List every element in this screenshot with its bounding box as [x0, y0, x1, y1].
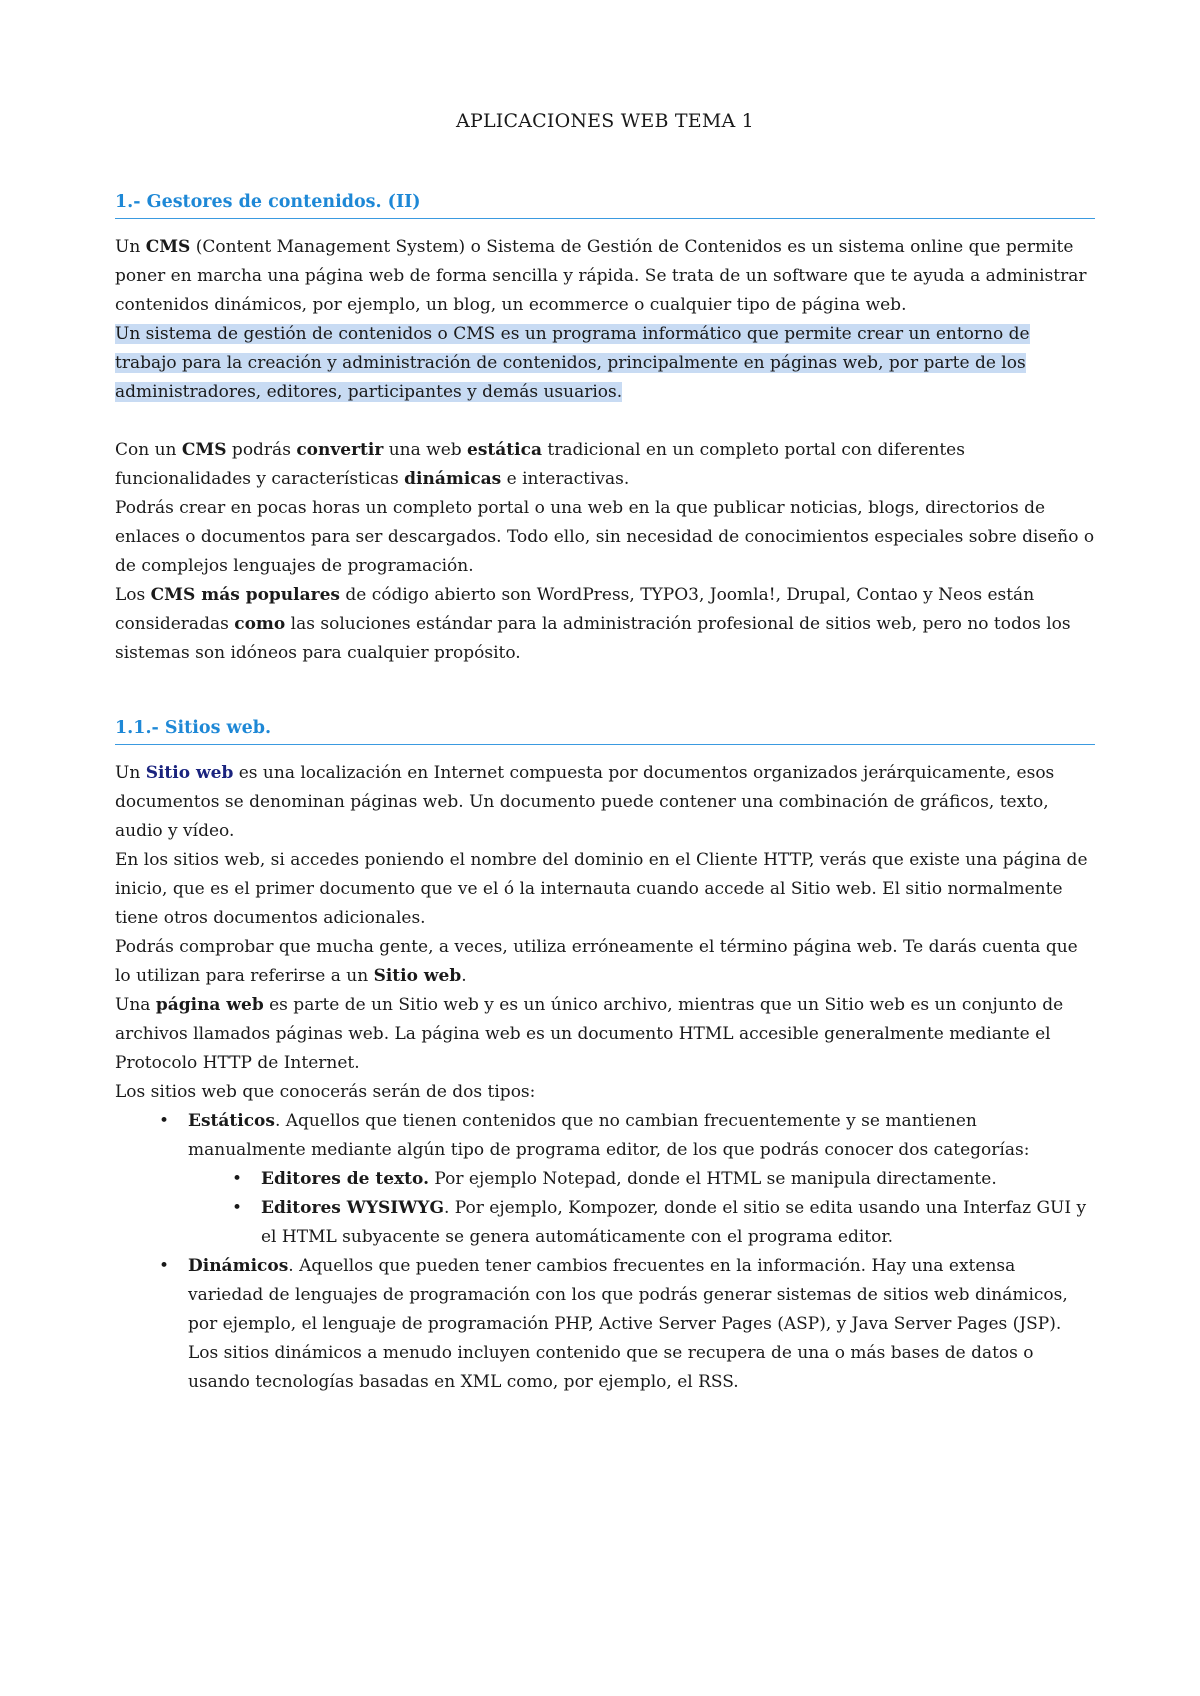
paragraph-cms-intro: Un CMS (Content Management System) o Sistema de Gestión de Contenidos es un sistema online que permite poner en marcha una página web de forma sencilla y rápida. Se trata de un software que te ayuda a administrar contenidos dinámicos, por ejemplo, un blog, un ecommerce o cualquier tipo de página web. Un sistema de gestión de contenidos o CMS es un programa informático que permite crear un entorno de trabajo para la creación y administración de contenidos, principalmente en páginas web, por parte de los administradores, editores, participantes y demás usuarios.	[115, 237, 1087, 402]
editor-categories-list	[115, 1165, 1095, 1252]
list-item-editores-wysiwyg: • Editores WYSIWYG. Por ejemplo, Kompozer, donde el sitio se edita usando una Interfaz GUI y el HTML subyacente se genera automáticamente con el programa editor.	[188, 1194, 1095, 1252]
paragraph-dominio: En los sitios web, si accedes poniendo el nombre del dominio en el Cliente HTTP, verás que existe una página de inicio, que es el primer documento que ve el ó la internauta cuando accede al Sitio web. El sitio normalmente tiene otros documentos adicionales.	[115, 850, 1088, 928]
list-item-dinamicos: • Dinámicos. Aquellos que pueden tener cambios frecuentes en la información. Hay una extensa variedad de lenguajes de programación con los que podrás generar sistemas de sitios web dinámicos, por ejemplo, el lenguaje de programación PHP, Active Server Pages (ASP), y Java Server Pages (JSP). Los sitios dinámicos a menudo incluyen contenido que se recupera de una o más bases de datos o usando tecnologías basadas en XML como, por ejemplo, el RSS.	[115, 1252, 1095, 1397]
list-item-editores-texto: • Editores de texto. Por ejemplo Notepad, donde el HTML se manipula directamente.	[188, 1165, 1095, 1194]
paragraph-termino: Podrás comprobar que mucha gente, a veces, utiliza erróneamente el término página web. Te darás cuenta que lo utilizan para referirse a un Sitio web.	[115, 937, 1078, 986]
section-heading-sitios-web: 1.1.- Sitios web.	[115, 718, 1095, 745]
paragraph-portal: Podrás crear en pocas horas un completo portal o una web en la que publicar noticias, blogs, directorios de enlaces o documentos para ser descargados. Todo ello, sin necesidad de conocimientos especiales sobre diseño o de complejos lenguajes de programación.	[115, 498, 1095, 576]
highlighted-text[interactable]: Un sistema de gestión de contenidos o CMS es un programa informático que permite crear un entorno de trabajo para la creación y administración de contenidos, principalmente en páginas web, por parte de los administradores, editores, participantes y demás usuarios.	[115, 324, 1030, 402]
paragraph-pagina-web: Una página web es parte de un Sitio web y es un único archivo, mientras que un Sitio web es un conjunto de archivos llamados páginas web. La página web es un documento HTML accesible generalmente mediante el Protocolo HTTP de Internet.	[115, 995, 1064, 1073]
paragraph-tipos: Los sitios web que conocerás serán de dos tipos:	[115, 1082, 536, 1102]
site-types-list	[115, 1107, 1095, 1397]
sitio-web-link[interactable]: Sitio web	[145, 763, 234, 783]
paragraph-sitio-web-definition: Un Sitio web es una localización en Internet compuesta por documentos organizados jerárquicamente, esos documentos se denominan páginas web. Un documento puede contener una combinación de gráficos, texto, audio y vídeo.	[115, 763, 1055, 841]
section-heading-gestores: 1.- Gestores de contenidos. (II)	[115, 192, 1095, 219]
paragraph-cms-populares: Los CMS más populares de código abierto son WordPress, TYPO3, Joomla!, Drupal, Contao y Neos están consideradas como las soluciones estándar para la administración profesional de sitios web, pero no todos los sistemas son idóneos para cualquier propósito.	[115, 585, 1071, 663]
paragraph-cms-convertir: Con un CMS podrás convertir una web estática tradicional en un completo portal con diferentes funcionalidades y características dinámicas e interactivas.	[115, 440, 965, 489]
document-title: APLICACIONES WEB TEMA 1	[456, 110, 754, 132]
list-item-estaticos: • Estáticos. Aquellos que tienen contenidos que no cambian frecuentemente y se mantienen manualmente mediante algún tipo de programa editor, de los que podrás conocer dos categorías: • Editores de texto. Por ejemplo Notepad, donde el HTML se manipula directamente. • Editores WYSIWYG. Por ejemplo, Kompozer, donde el sitio se edita usando una Interfaz GUI y el HTML subyacente se genera automáticamente con el programa editor.	[115, 1107, 1095, 1252]
